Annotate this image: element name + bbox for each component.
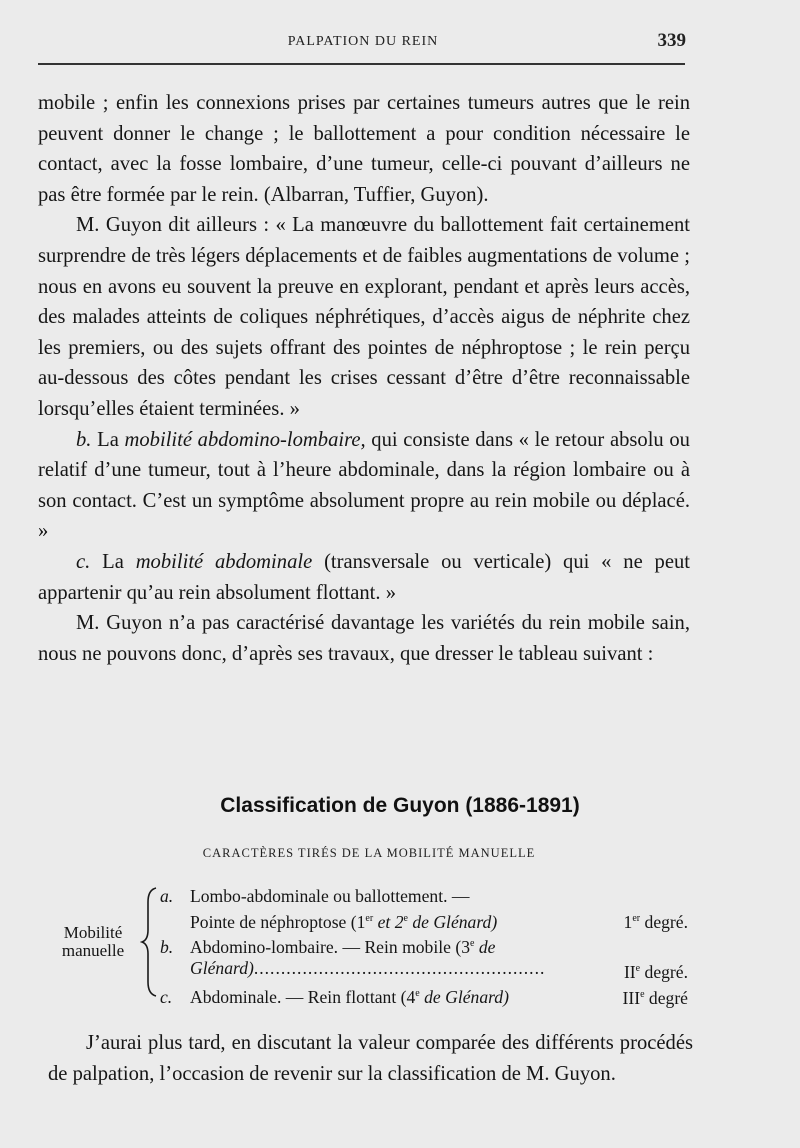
body-text [38,88,690,669]
page-number: 339 [657,30,686,51]
running-header [40,30,686,60]
item-c-term: mobilité abdominale [135,550,313,573]
classification-subtitle: CARACTÈRES TIRÉS DE LA MOBILITÉ MANUELLE [202,846,536,860]
group-label [48,924,138,960]
classification-table [48,886,698,1008]
closing-paragraph: J’aurai plus tard, en discutant la valeur comparée des différents procédés de palpation, l’occasion de revenir sur la classification de M. Guyon. [48,1032,693,1085]
paragraph-guyon-quote: M. Guyon dit ailleurs : « La manœuvre du ballottement fait certainement surprendre de très légers déplacements et de faibles augmentations de volume ; nous en avons eu souvent la preuve en explorant, pendant et après leurs accès, des malades atteints de coliques néphrétiques, d’accès aigus de néphrite chez les premiers, ou des sujets offrant des pointes de néphroptose ; le rein perçu au-dessous des côtes pendant les crises cessant d’être d’être reconnaissable lorsqu’elles étaient terminées. » [38,214,690,420]
running-title: PALPATION DU REIN [287,34,439,49]
group-label-line-2: manuelle [61,941,125,960]
item-b [38,425,690,547]
entry-c-letter: c. [160,987,173,1008]
entry-a-degree: 1er degré. [623,911,688,932]
entry-b-line-1: Abdomino-lombaire. — Rein mobile (3e de [190,936,496,957]
group-label-line-1: Mobilité [63,923,123,942]
item-c-letter: c. [76,550,91,573]
item-c-text: (transversale ou verticale) qui « ne peut appartenir qu’au rein absolument flottant. » [38,550,690,604]
item-c [38,547,690,608]
entry-b-leader: ...................................................... [253,958,546,979]
item-b-text: qui consiste dans « le retour absolu ou relatif d’une tumeur, tout à l’heure abdominale, dans la région lombaire ou à son contact. C’est un symptôme absolument propre au rein mobile ou déplacé. » [38,428,690,543]
item-b-pre: La [97,428,119,451]
item-b-term: mobilité abdomino-lombaire, [124,428,366,451]
entry-b-ref: Glénard) [190,958,254,979]
entry-b-degree: IIe degré. [623,962,688,983]
paragraph-continued: mobile ; enfin les connexions prises par certaines tumeurs autres que le rein peuvent donner le change ; le ballottement a pour condition nécessaire le contact, avec la fosse lombaire, d’une tumeur, celle-ci pouvant d’ailleurs ne pas être formée par le rein. (Albarran, Tuffier, Guyon). [38,92,690,206]
classification-entry-b [160,933,688,984]
item-c-pre: La [102,550,124,573]
entry-a-letter: a. [160,886,174,906]
entry-a-line-2: Pointe de néphroptose (1er et 2e de Glénard) [190,911,498,932]
classification-entry-c [160,984,688,1009]
entry-a-line-1: Lombo-abdominale ou ballottement. — [190,886,470,906]
entry-b-letter: b. [160,936,174,957]
paragraph-tableau: M. Guyon n’a pas caractérisé davantage les variétés du rein mobile sain, nous ne pouvons donc, d’après ses travaux, que dresser le tableau suivant : [38,612,690,665]
item-b-letter: b. [76,428,92,451]
classification-entry-a [160,886,688,933]
closing-text [48,1028,693,1089]
entry-c-text: Abdominale. — Rein flottant (4e de Glénard) [190,987,509,1008]
curly-brace [140,886,160,998]
classification-entries [160,886,688,1009]
classification-title: Classification de Guyon (1886-1891) [220,794,580,817]
entry-c-degree: IIIe degré [622,987,688,1008]
header-rule [38,63,685,65]
